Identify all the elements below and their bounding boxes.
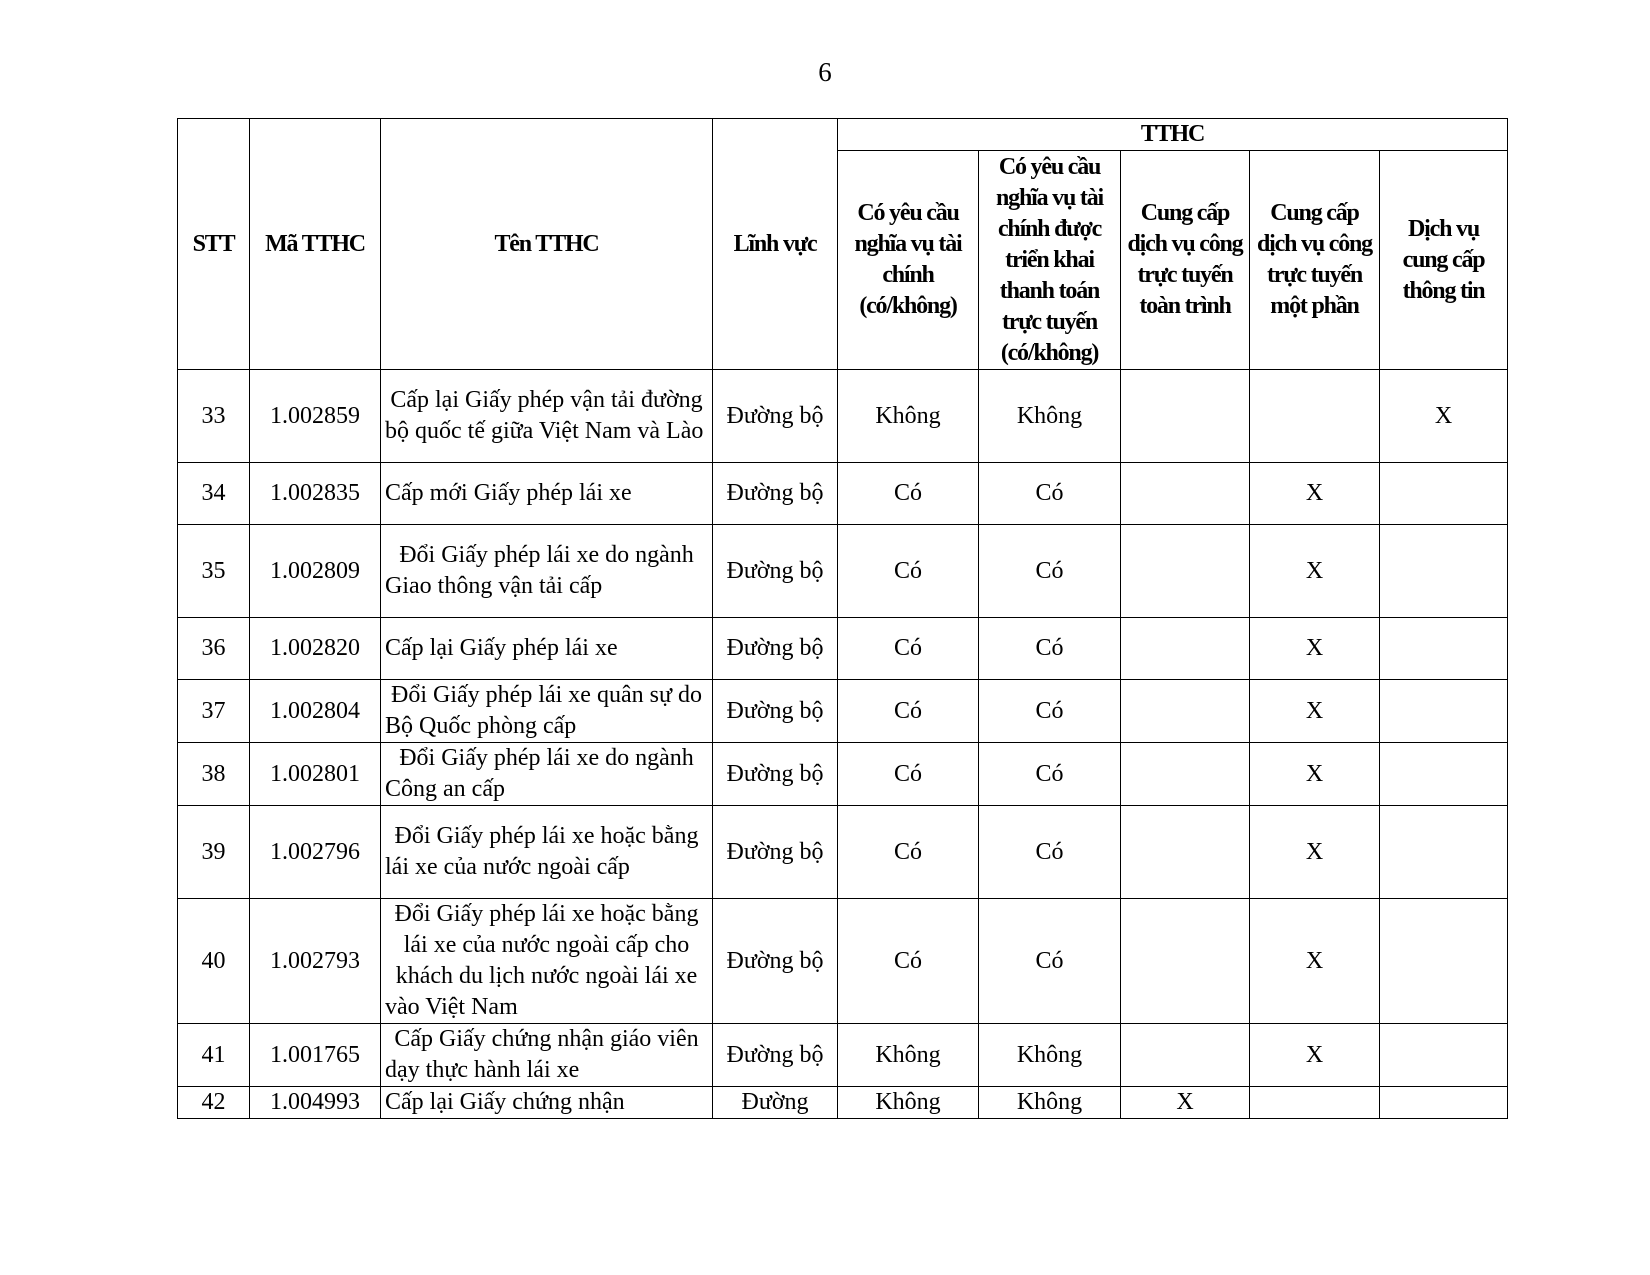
cell-stt: 38 <box>178 743 250 806</box>
cell-ma: 1.002809 <box>250 525 381 618</box>
cell-co-yeu-cau: Có <box>838 743 979 806</box>
cell-ten: Đổi Giấy phép lái xe do ngành Công an cấp <box>381 743 713 806</box>
cell-stt: 34 <box>178 463 250 525</box>
cell-mot-phan <box>1250 370 1380 463</box>
cell-ma: 1.002835 <box>250 463 381 525</box>
cell-thong-tin <box>1380 1087 1508 1119</box>
cell-ma: 1.002804 <box>250 680 381 743</box>
cell-ma: 1.002859 <box>250 370 381 463</box>
cell-toan-trinh <box>1121 743 1250 806</box>
cell-mot-phan: X <box>1250 680 1380 743</box>
cell-stt: 40 <box>178 899 250 1024</box>
cell-linh-vuc: Đường bộ <box>713 806 838 899</box>
cell-ma: 1.002801 <box>250 743 381 806</box>
cell-mot-phan: X <box>1250 525 1380 618</box>
cell-thanh-toan: Có <box>979 899 1121 1024</box>
header-stt: STT <box>178 119 250 370</box>
header-tthc-group: TTHC <box>838 119 1508 151</box>
header-thanh-toan-truc-tuyen: Có yêu cầu nghĩa vụ tài chính được triển khai thanh toán trực tuyến (có/không) <box>979 151 1121 370</box>
cell-ten: Đổi Giấy phép lái xe do ngành Giao thông vận tải cấp <box>381 525 713 618</box>
cell-thong-tin <box>1380 463 1508 525</box>
cell-stt: 37 <box>178 680 250 743</box>
cell-stt: 35 <box>178 525 250 618</box>
cell-toan-trinh <box>1121 463 1250 525</box>
cell-ten: Đổi Giấy phép lái xe quân sự do Bộ Quốc phòng cấp <box>381 680 713 743</box>
cell-linh-vuc: Đường bộ <box>713 463 838 525</box>
page-number: 6 <box>818 57 832 87</box>
cell-co-yeu-cau: Có <box>838 618 979 680</box>
tthc-table <box>177 118 1508 1119</box>
cell-thanh-toan: Không <box>979 370 1121 463</box>
header-mot-phan: Cung cấp dịch vụ công trực tuyến một phần <box>1250 151 1380 370</box>
cell-thanh-toan: Có <box>979 680 1121 743</box>
cell-linh-vuc: Đường bộ <box>713 525 838 618</box>
cell-stt: 33 <box>178 370 250 463</box>
cell-ten: Đổi Giấy phép lái xe hoặc bằng lái xe của nước ngoài cấp cho khách du lịch nước ngoài lái xe vào Việt Nam <box>381 899 713 1024</box>
cell-linh-vuc: Đường bộ <box>713 743 838 806</box>
cell-co-yeu-cau: Có <box>838 680 979 743</box>
cell-linh-vuc: Đường bộ <box>713 899 838 1024</box>
cell-stt: 36 <box>178 618 250 680</box>
table-row <box>178 899 1508 1024</box>
cell-stt: 42 <box>178 1087 250 1119</box>
cell-thong-tin <box>1380 899 1508 1024</box>
cell-thanh-toan: Có <box>979 618 1121 680</box>
cell-linh-vuc: Đường bộ <box>713 1024 838 1087</box>
header-toan-trinh: Cung cấp dịch vụ công trực tuyến toàn trình <box>1121 151 1250 370</box>
cell-thong-tin <box>1380 1024 1508 1087</box>
table-row <box>178 1087 1508 1119</box>
cell-toan-trinh <box>1121 1024 1250 1087</box>
header-cung-cap-thong-tin: Dịch vụ cung cấp thông tin <box>1380 151 1508 370</box>
cell-thong-tin <box>1380 743 1508 806</box>
cell-linh-vuc: Đường bộ <box>713 618 838 680</box>
cell-thong-tin <box>1380 618 1508 680</box>
cell-thanh-toan: Không <box>979 1024 1121 1087</box>
cell-toan-trinh <box>1121 806 1250 899</box>
cell-co-yeu-cau: Có <box>838 899 979 1024</box>
header-co-yeu-cau: Có yêu cầu nghĩa vụ tài chính (có/không) <box>838 151 979 370</box>
cell-thanh-toan: Có <box>979 743 1121 806</box>
cell-ten: Cấp mới Giấy phép lái xe <box>381 463 713 525</box>
table-row <box>178 525 1508 618</box>
table-row <box>178 1024 1508 1087</box>
cell-co-yeu-cau: Có <box>838 806 979 899</box>
table-header <box>178 119 1508 370</box>
cell-thong-tin: X <box>1380 370 1508 463</box>
cell-co-yeu-cau: Không <box>838 1024 979 1087</box>
cell-co-yeu-cau: Có <box>838 463 979 525</box>
cell-toan-trinh: X <box>1121 1087 1250 1119</box>
cell-ten: Đổi Giấy phép lái xe hoặc bằng lái xe của nước ngoài cấp <box>381 806 713 899</box>
cell-ma: 1.001765 <box>250 1024 381 1087</box>
cell-toan-trinh <box>1121 618 1250 680</box>
cell-thong-tin <box>1380 525 1508 618</box>
cell-ten: Cấp lại Giấy phép vận tải đường bộ quốc tế giữa Việt Nam và Lào <box>381 370 713 463</box>
cell-toan-trinh <box>1121 370 1250 463</box>
cell-stt: 41 <box>178 1024 250 1087</box>
cell-linh-vuc: Đường bộ <box>713 370 838 463</box>
header-ma-tthc: Mã TTHC <box>250 119 381 370</box>
cell-ten: Cấp lại Giấy phép lái xe <box>381 618 713 680</box>
cell-toan-trinh <box>1121 899 1250 1024</box>
cell-mot-phan: X <box>1250 618 1380 680</box>
cell-mot-phan: X <box>1250 463 1380 525</box>
header-linh-vuc: Lĩnh vực <box>713 119 838 370</box>
table-row <box>178 618 1508 680</box>
cell-toan-trinh <box>1121 525 1250 618</box>
cell-co-yeu-cau: Không <box>838 370 979 463</box>
cell-linh-vuc: Đường bộ <box>713 680 838 743</box>
table-row <box>178 806 1508 899</box>
cell-stt: 39 <box>178 806 250 899</box>
cell-co-yeu-cau: Không <box>838 1087 979 1119</box>
cell-thong-tin <box>1380 806 1508 899</box>
cell-thanh-toan: Có <box>979 525 1121 618</box>
cell-mot-phan: X <box>1250 1024 1380 1087</box>
cell-toan-trinh <box>1121 680 1250 743</box>
cell-mot-phan: X <box>1250 743 1380 806</box>
cell-co-yeu-cau: Có <box>838 525 979 618</box>
table-row <box>178 743 1508 806</box>
cell-thong-tin <box>1380 680 1508 743</box>
cell-thanh-toan: Có <box>979 463 1121 525</box>
cell-mot-phan: X <box>1250 899 1380 1024</box>
cell-thanh-toan: Không <box>979 1087 1121 1119</box>
header-ten-tthc: Tên TTHC <box>381 119 713 370</box>
cell-linh-vuc: Đường <box>713 1087 838 1119</box>
cell-ma: 1.002796 <box>250 806 381 899</box>
cell-mot-phan: X <box>1250 806 1380 899</box>
cell-ten: Cấp Giấy chứng nhận giáo viên dạy thực hành lái xe <box>381 1024 713 1087</box>
cell-ma: 1.004993 <box>250 1087 381 1119</box>
cell-thanh-toan: Có <box>979 806 1121 899</box>
table-row <box>178 680 1508 743</box>
cell-ma: 1.002793 <box>250 899 381 1024</box>
cell-mot-phan <box>1250 1087 1380 1119</box>
cell-ma: 1.002820 <box>250 618 381 680</box>
cell-ten: Cấp lại Giấy chứng nhận <box>381 1087 713 1119</box>
table-row <box>178 370 1508 463</box>
table-row <box>178 463 1508 525</box>
table-body <box>178 370 1508 1119</box>
